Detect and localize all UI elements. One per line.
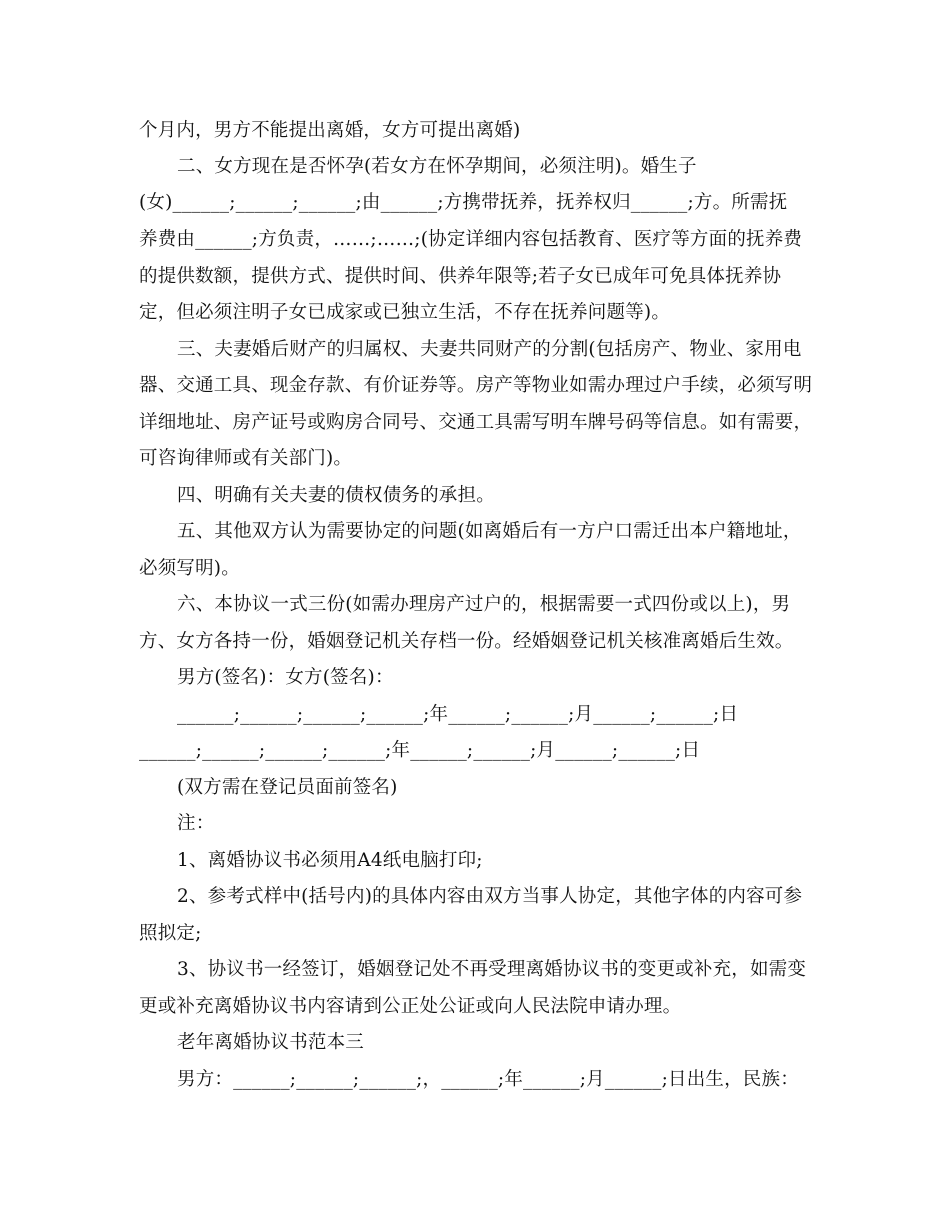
- note-3-cont: 更或补充离婚协议书内容请到公正处公证或向人民法院申请办理。: [139, 996, 682, 1017]
- body-line-3: (女)______;______;______;由______;方携带抚养，抚养权归______;方。所需抚: [139, 192, 788, 213]
- body-line-1: 个月内，男方不能提出离婚，女方可提出离婚): [139, 120, 521, 141]
- body-line-15: 方、女方各持一份，婚姻登记机关存档一份。经婚姻登记机关核准离婚后生效。: [139, 631, 794, 652]
- body-line-14: 六、本协议一式三份(如需办理房产过户的，根据需要一式四份或以上)，男: [177, 594, 791, 615]
- signature-date-female: ______;______;______;______;年______;______;月______;______;日: [139, 740, 701, 761]
- male-party-line: 男方：______;______;______;，______;年______;月______;日出生，民族：: [177, 1069, 799, 1090]
- body-line-11: 四、明确有关夫妻的债权债务的承担。: [177, 485, 495, 506]
- body-line-5: 的提供数额，提供方式、提供时间、供养年限等;若子女已成年可免具体抚养协: [139, 266, 782, 287]
- body-line-7: 三、夫妻婚后财产的归属权、夫妻共同财产的分割(包括房产、物业、家用电: [177, 339, 802, 360]
- body-line-12: 五、其他双方认为需要协定的问题(如离婚后有一方户口需迁出本户籍地址，: [177, 521, 802, 542]
- signature-date-male: ______;______;______;______;年______;______;月______;______;日: [177, 704, 739, 725]
- body-line-4: 养费由______;方负责，……;……;(协定详细内容包括教育、医疗等方面的抚养费: [139, 229, 803, 250]
- body-line-6: 定，但必须注明子女已成家或已独立生活，不存在抚养问题等)。: [139, 302, 671, 323]
- body-line-9: 详细地址、房产证号或购房合同号、交通工具需写明车牌号码等信息。如有需要，: [139, 412, 813, 433]
- signing-note: (双方需在登记员面前签名): [177, 777, 398, 798]
- note-3: 3、协议书一经签订，婚姻登记处不再受理离婚协议书的变更或补充，如需变: [177, 959, 807, 980]
- body-line-8: 器、交通工具、现金存款、有价证券等。房产等物业如需办理过户手续，必须写明: [139, 375, 813, 396]
- body-line-2: 二、女方现在是否怀孕(若女方在怀孕期间，必须注明)。婚生子: [177, 156, 697, 177]
- notes-heading: 注：: [177, 813, 215, 834]
- note-2: 2、参考式样中(括号内)的具体内容由双方当事人协定，其他字体的内容可参: [177, 886, 803, 907]
- signature-heading: 男方(签名)：女方(签名)：: [177, 667, 394, 688]
- body-line-10: 可咨询律师或有关部门)。: [139, 448, 353, 469]
- note-2-cont: 照拟定;: [139, 923, 202, 944]
- note-1: 1、离婚协议书必须用A4纸电脑打印;: [177, 850, 483, 871]
- section-title: 老年离婚协议书范本三: [177, 1032, 365, 1053]
- body-line-13: 必须写明)。: [139, 558, 240, 579]
